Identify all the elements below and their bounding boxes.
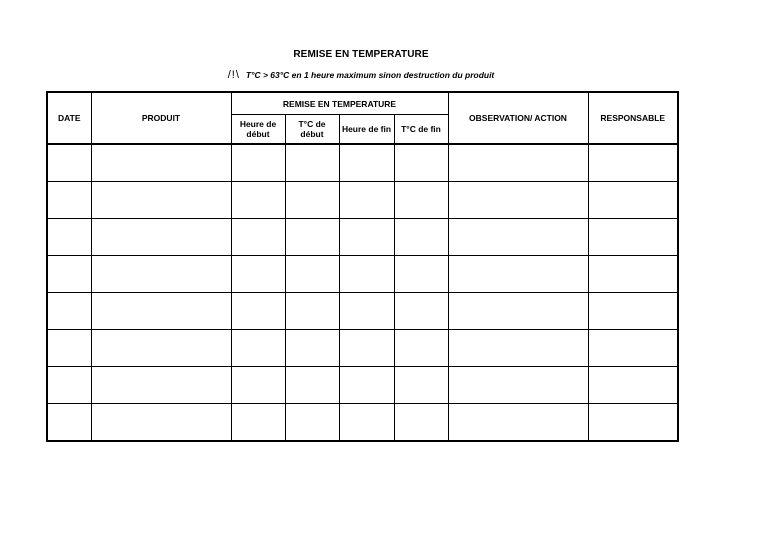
- cell-temp-fin[interactable]: [394, 367, 448, 404]
- cell-observation[interactable]: [448, 404, 588, 442]
- header-remise-group: REMISE EN TEMPERATURE: [231, 92, 448, 115]
- cell-heure-debut[interactable]: [231, 293, 285, 330]
- cell-date[interactable]: [47, 330, 91, 367]
- warning-line: [0, 69, 722, 81]
- cell-responsable[interactable]: [588, 219, 678, 256]
- cell-temp-fin[interactable]: [394, 330, 448, 367]
- cell-responsable[interactable]: [588, 367, 678, 404]
- cell-observation[interactable]: [448, 293, 588, 330]
- cell-responsable[interactable]: [588, 293, 678, 330]
- cell-temp-debut[interactable]: [285, 256, 339, 293]
- cell-temp-fin[interactable]: [394, 256, 448, 293]
- warning-sign-icon: /!\: [227, 69, 240, 81]
- table-row: [47, 367, 678, 404]
- header-responsable: RESPONSABLE: [588, 92, 678, 144]
- cell-produit[interactable]: [91, 404, 231, 442]
- cell-heure-fin[interactable]: [339, 219, 394, 256]
- cell-temp-debut[interactable]: [285, 219, 339, 256]
- header-temp-debut: T°C de début: [285, 115, 339, 145]
- cell-date[interactable]: [47, 367, 91, 404]
- header-date: DATE: [47, 92, 91, 144]
- table-body: [47, 144, 678, 441]
- cell-temp-fin[interactable]: [394, 144, 448, 182]
- table-row: [47, 330, 678, 367]
- header-produit: PRODUIT: [91, 92, 231, 144]
- cell-responsable[interactable]: [588, 404, 678, 442]
- cell-heure-debut[interactable]: [231, 144, 285, 182]
- cell-responsable[interactable]: [588, 182, 678, 219]
- cell-heure-fin[interactable]: [339, 144, 394, 182]
- cell-observation[interactable]: [448, 182, 588, 219]
- cell-heure-debut[interactable]: [231, 182, 285, 219]
- cell-temp-fin[interactable]: [394, 293, 448, 330]
- cell-date[interactable]: [47, 293, 91, 330]
- cell-produit[interactable]: [91, 367, 231, 404]
- cell-date[interactable]: [47, 404, 91, 442]
- cell-heure-fin[interactable]: [339, 256, 394, 293]
- table-row: [47, 219, 678, 256]
- cell-heure-fin[interactable]: [339, 293, 394, 330]
- cell-date[interactable]: [47, 219, 91, 256]
- cell-date[interactable]: [47, 256, 91, 293]
- cell-heure-debut[interactable]: [231, 219, 285, 256]
- table-row: [47, 293, 678, 330]
- cell-temp-fin[interactable]: [394, 219, 448, 256]
- cell-produit[interactable]: [91, 256, 231, 293]
- header-observation: OBSERVATION/ ACTION: [448, 92, 588, 144]
- table-row: [47, 144, 678, 182]
- cell-heure-fin[interactable]: [339, 330, 394, 367]
- cell-temp-fin[interactable]: [394, 404, 448, 442]
- cell-temp-debut[interactable]: [285, 144, 339, 182]
- cell-heure-fin[interactable]: [339, 182, 394, 219]
- header-heure-debut: Heure de début: [231, 115, 285, 145]
- cell-observation[interactable]: [448, 330, 588, 367]
- warning-text: T°C > 63°C en 1 heure maximum sinon destruction du produit: [245, 70, 495, 80]
- cell-heure-debut[interactable]: [231, 367, 285, 404]
- document-title: REMISE EN TEMPERATURE: [293, 49, 429, 60]
- header-temp-fin: T°C de fin: [394, 115, 448, 145]
- cell-date[interactable]: [47, 144, 91, 182]
- cell-responsable[interactable]: [588, 256, 678, 293]
- table-row: [47, 256, 678, 293]
- cell-temp-debut[interactable]: [285, 293, 339, 330]
- cell-produit[interactable]: [91, 182, 231, 219]
- temperature-log-table: [46, 91, 679, 442]
- cell-produit[interactable]: [91, 330, 231, 367]
- cell-produit[interactable]: [91, 293, 231, 330]
- table-row: [47, 182, 678, 219]
- cell-heure-fin[interactable]: [339, 367, 394, 404]
- cell-produit[interactable]: [91, 144, 231, 182]
- cell-temp-debut[interactable]: [285, 367, 339, 404]
- cell-heure-fin[interactable]: [339, 404, 394, 442]
- cell-responsable[interactable]: [588, 144, 678, 182]
- cell-temp-debut[interactable]: [285, 404, 339, 442]
- cell-heure-debut[interactable]: [231, 404, 285, 442]
- cell-heure-debut[interactable]: [231, 330, 285, 367]
- cell-temp-debut[interactable]: [285, 182, 339, 219]
- cell-produit[interactable]: [91, 219, 231, 256]
- header-heure-fin: Heure de fin: [339, 115, 394, 145]
- cell-observation[interactable]: [448, 219, 588, 256]
- cell-observation[interactable]: [448, 256, 588, 293]
- cell-date[interactable]: [47, 182, 91, 219]
- cell-temp-fin[interactable]: [394, 182, 448, 219]
- cell-heure-debut[interactable]: [231, 256, 285, 293]
- cell-observation[interactable]: [448, 144, 588, 182]
- cell-observation[interactable]: [448, 367, 588, 404]
- cell-temp-debut[interactable]: [285, 330, 339, 367]
- table-row: [47, 404, 678, 442]
- cell-responsable[interactable]: [588, 330, 678, 367]
